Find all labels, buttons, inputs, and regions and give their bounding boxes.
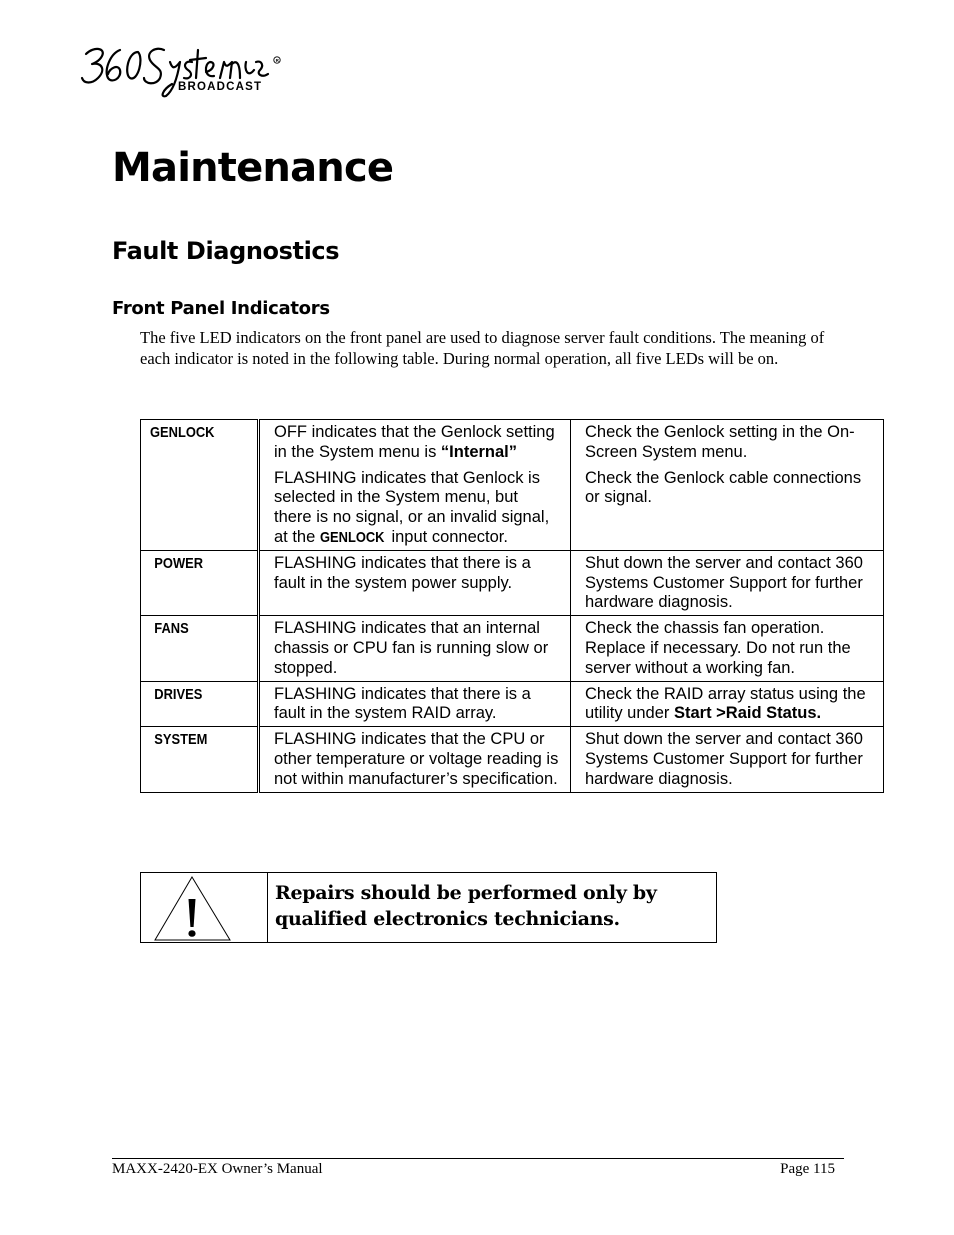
indicator-label: GENLOCK	[150, 424, 215, 441]
company-logo	[80, 40, 290, 102]
action-paragraph: Check the Genlock cable connections or signal.	[585, 468, 862, 507]
meaning-cell	[259, 420, 571, 551]
action-bold-text: Start >Raid Status.	[673, 704, 822, 723]
meaning-bold-text: “Internal”	[440, 442, 518, 461]
indicator-label: POWER	[154, 554, 204, 572]
warning-text: Repairs should be performed only by qualified electronics technicians.	[275, 882, 657, 930]
action-paragraph: Check the Genlock setting in the On-Screen System menu.	[585, 423, 855, 461]
indicator-cell	[141, 616, 259, 681]
footer-page-number: Page 115	[780, 1161, 835, 1177]
subsection-heading: Front Panel Indicators	[112, 298, 330, 319]
action-cell	[571, 616, 884, 681]
meaning-cell	[259, 727, 571, 792]
indicator-cell	[141, 550, 259, 615]
table-row	[141, 420, 884, 551]
connector-label: GENLOCK	[319, 528, 385, 546]
indicator-cell	[141, 727, 259, 792]
indicator-label: FANS	[154, 620, 189, 638]
meaning-text: input connector.	[386, 527, 508, 546]
meaning-paragraph: FLASHING indicates that the CPU or other temperature or voltage reading is not within manufacturer’s specification.	[274, 730, 559, 788]
indicator-label: SYSTEM	[154, 731, 208, 749]
indicator-cell	[141, 420, 259, 551]
meaning-paragraph: FLASHING indicates that an internal chassis or CPU fan is running slow or stopped.	[274, 619, 549, 677]
meaning-paragraph: FLASHING indicates that there is a fault in the system power supply.	[274, 553, 531, 592]
meaning-paragraph	[274, 423, 560, 463]
warning-triangle-icon	[153, 875, 233, 941]
logo-broadcast-text: BROADCAST	[178, 81, 263, 93]
meaning-cell	[259, 681, 571, 727]
table-row	[141, 681, 884, 727]
meaning-cell	[259, 550, 571, 615]
table-row	[141, 727, 884, 792]
svg-text:R: R	[275, 58, 279, 63]
indicator-cell	[141, 681, 259, 727]
meaning-text: FLASHING indicates that Genlock is selected in the System menu, but there is no signal, or an invalid signal, at the	[274, 468, 550, 546]
footer-divider	[112, 1158, 844, 1159]
indicator-label: DRIVES	[154, 685, 203, 703]
intro-paragraph: The five LED indicators on the front panel are used to diagnose server fault conditions. The meaning of each indicator is noted in the following table. During normal operation, all five LEDs will be on.	[140, 328, 825, 368]
meaning-cell	[259, 616, 571, 681]
action-cell	[571, 420, 884, 551]
action-cell	[571, 550, 884, 615]
page-title: Maintenance	[112, 145, 394, 191]
meaning-text: OFF indicates that the Genlock setting in the System menu is	[274, 423, 555, 461]
meaning-paragraph	[274, 469, 560, 548]
warning-icon-cell	[141, 873, 268, 942]
action-paragraph: Shut down the server and contact 360 Systems Customer Support for further hardware diagnosis.	[585, 553, 863, 612]
footer-manual-title: MAXX-2420-EX Owner’s Manual	[112, 1161, 323, 1177]
led-indicator-table	[140, 419, 884, 793]
action-paragraph: Check the chassis fan operation. Replace if necessary. Do not run the server without a working fan.	[585, 619, 851, 677]
action-paragraph	[585, 685, 873, 725]
action-paragraph: Shut down the server and contact 360 Systems Customer Support for further hardware diagnosis.	[585, 730, 863, 788]
warning-box	[140, 872, 717, 943]
meaning-paragraph: FLASHING indicates that there is a fault in the system RAID array.	[274, 684, 531, 723]
section-heading: Fault Diagnostics	[112, 237, 340, 265]
table-row	[141, 616, 884, 681]
action-text: Check the RAID array status using the utility under	[585, 684, 866, 723]
action-cell	[571, 681, 884, 727]
table-row	[141, 550, 884, 615]
action-cell	[571, 727, 884, 792]
